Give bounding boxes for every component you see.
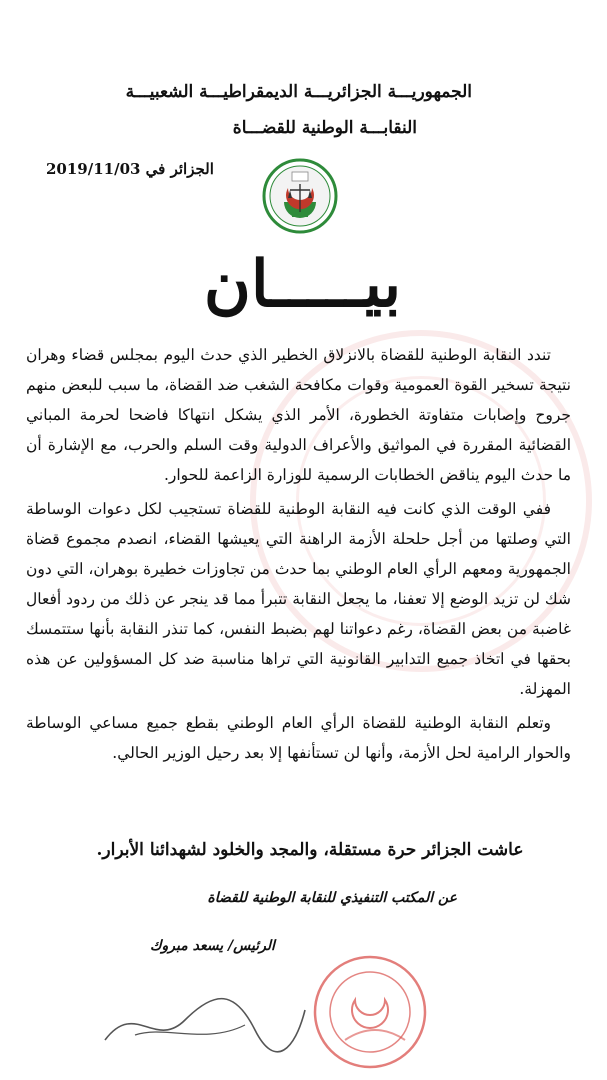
statement-body: [26, 340, 571, 772]
document-title: بيـــــان: [203, 247, 402, 322]
union-heading: النقابـــة الوطنية للقضـــاة: [232, 118, 417, 138]
republic-heading: الجمهوريـــة الجزائريـــة الديمقراطيـــة الشعبيـــة: [125, 82, 472, 102]
executive-office-line: عن المكتب التنفيذي للنقابة الوطنية للقضاة: [207, 890, 457, 906]
paragraph: تندد النقابة الوطنية للقضاة بالانزلاق الخطير الذي حدث اليوم بمجلس قضاء وهران نتيجة تسخير القوة العمومية وقوات مكافحة الشغب ضد القضاة، ما سبب للبعض منهم جروح وإصابات متفاوتة الخطورة، الأمر الذي يشكل انتهاكا فاضحا لحرمة المباني القضائية المقررة في المواثيق والأعراف الدولية وقت السلم والحرب، مع الإشارة أن ما حدث اليوم يناقض الخطابات الرسمية للوزارة الزاعمة للحوار.: [26, 346, 571, 484]
union-emblem-icon: [262, 158, 338, 234]
closing-slogan: عاشت الجزائر حرة مستقلة، والمجد والخلود لشهدائنا الأبرار.: [96, 840, 524, 860]
paragraph: ففي الوقت الذي كانت فيه النقابة الوطنية للقضاة تستجيب لكل دعوات الوساطة التي وصلتها من أجل حلحلة الأزمة الراهنة التي يعيشها القضاء، انصدم مجموع قضاة الجمهورية ومعهم الرأي العام الوطني بما حدث من تجاوزات خطيرة بوهران، التي دون شك لن تزيد الوضع إلا تعفنا، ما يجعل النقابة تتبرأ مما قد ينجر عن ذلك من ردود أفعال غاضبة من بعض القضاة، رغم دعواتنا لهم بضبط النفس، كما تنذر النقابة بأنها ستتمسك بحقها في اتخاذ جميع التدابير القانونية التي تراها مناسبة ضد كل المسؤولين عن هذه المهزلة.: [26, 500, 571, 698]
paragraph: وتعلم النقابة الوطنية للقضاة الرأي العام الوطني بقطع جميع مساعي الوساطة والحوار الرامية لحل الأزمة، وأنها لن تستأنفها إلا بعد رحيل الوزير الحالي.: [26, 714, 571, 762]
handwritten-signature-icon: [95, 980, 315, 1060]
issue-date: الجزائر في 2019/11/03: [46, 160, 214, 178]
president-signature-line: الرئيس/ يسعد مبروك: [150, 938, 275, 954]
